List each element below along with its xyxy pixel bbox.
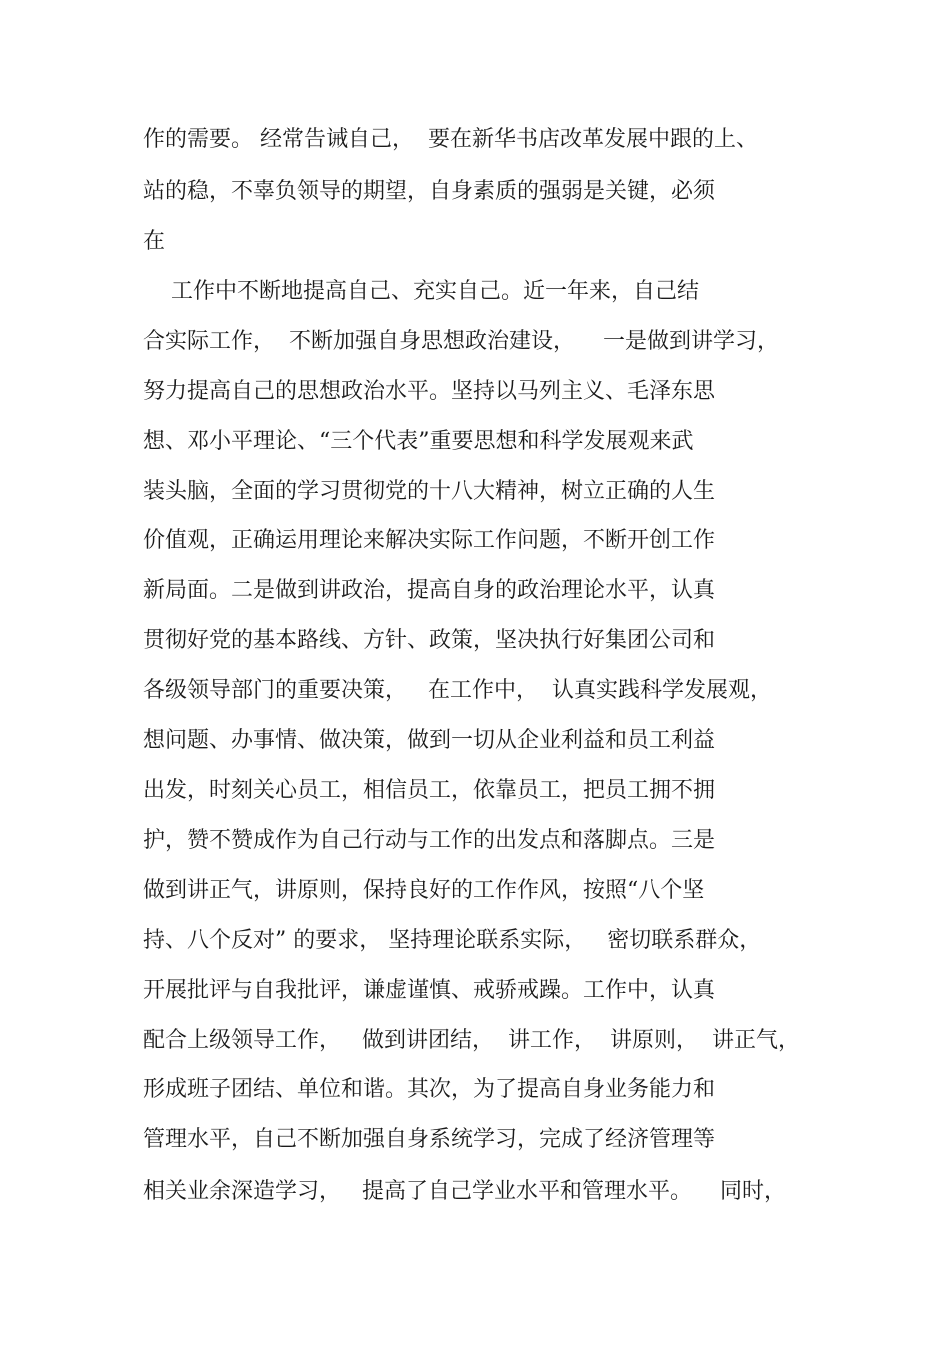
text-line: 合实际工作， 不断加强自身思想政治建设， 一是做到讲学习， <box>143 329 779 354</box>
text-line: 出发，时刻关心员工，相信员工，依靠员工，把员工拥不拥 <box>143 778 716 803</box>
text-line: 价值观，正确运用理论来解决实际工作问题，不断开创工作 <box>143 528 716 553</box>
text-line: 工作中不断地提高自己、充实自己。近一年来，自己结 <box>143 279 699 304</box>
text-line: 作的需要。 经常告诫自己， 要在新华书店改革发展中跟的上、 <box>143 127 758 152</box>
text-line: 新局面。二是做到讲政治，提高自身的政治理论水平，认真 <box>143 578 716 603</box>
text-line: 贯彻好党的基本路线、方针、政策，坚决执行好集团公司和 <box>143 628 716 653</box>
text-line: 形成班子团结、单位和谐。其次，为了提高自身业务能力和 <box>143 1077 716 1102</box>
text-line: 护，赞不赞成作为自己行动与工作的出发点和落脚点。三是 <box>143 828 716 853</box>
text-line: 努力提高自己的思想政治水平。坚持以马列主义、毛泽东思 <box>143 379 716 404</box>
text-line: 做到讲正气，讲原则，保持良好的工作作风，按照“八个坚 <box>143 878 705 903</box>
text-line: 持、八个反对” 的要求， 坚持理论联系实际， 密切联系群众， <box>143 928 762 953</box>
text-line: 管理水平，自己不断加强自身系统学习，完成了经济管理等 <box>143 1127 716 1152</box>
text-line: 开展批评与自我批评，谦虚谨慎、戒骄戒躁。工作中，认真 <box>143 978 716 1003</box>
text-line: 相关业余深造学习， 提高了自己学业水平和管理水平。 同时， <box>143 1179 786 1204</box>
text-line: 想问题、办事情、做决策，做到一切从企业利益和员工利益 <box>143 728 716 753</box>
text-line: 配合上级领导工作， 做到讲团结， 讲工作， 讲原则， 讲正气， <box>143 1028 800 1053</box>
text-line: 装头脑，全面的学习贯彻党的十八大精神，树立正确的人生 <box>143 479 716 504</box>
text-line: 想、邓小平理论、“三个代表”重要思想和科学发展观来武 <box>143 429 694 454</box>
text-line: 在 <box>143 229 166 254</box>
text-line: 各级领导部门的重要决策， 在工作中， 认真实践科学发展观， <box>143 678 772 703</box>
text-line: 站的稳，不辜负领导的期望，自身素质的强弱是关键，必须 <box>143 179 716 204</box>
